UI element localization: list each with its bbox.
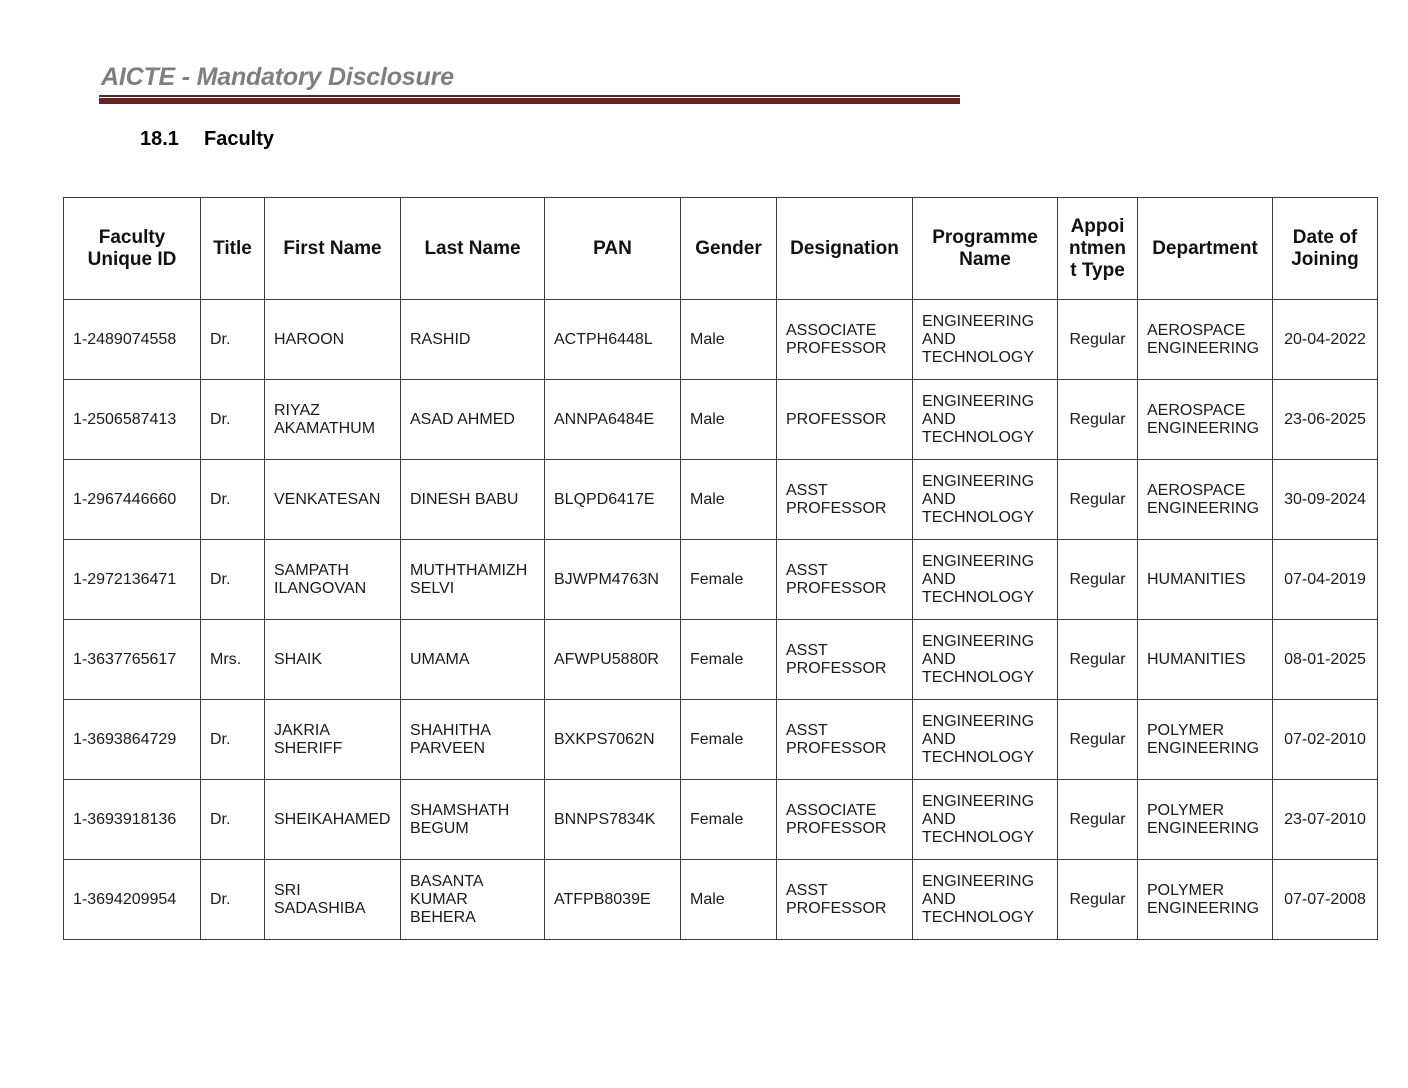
cell-text: AND [922,650,956,668]
column-header-text: ntmen [1069,237,1126,259]
cell-text: HUMANITIES [1147,650,1246,668]
cell-text: AND [922,730,956,748]
column-header-text: Department [1152,237,1258,259]
cell-text: AEROSPACE [1147,481,1246,499]
cell-department [1138,780,1273,860]
cell-department [1138,700,1273,780]
cell-text: 1-2489074558 [73,330,177,348]
column-header-text: Name [959,248,1011,270]
cell-doj [1273,300,1378,380]
cell-text: TECHNOLOGY [922,348,1035,366]
cell-pan [545,780,681,860]
cell-doj [1273,620,1378,700]
cell-id [64,780,201,860]
cell-text: Regular [1069,490,1126,508]
cell-text: HAROON [274,330,345,348]
cell-text: ANNPA6484E [554,410,655,428]
cell-programme [913,380,1058,460]
cell-programme [913,300,1058,380]
cell-text: Dr. [210,330,231,348]
column-header-first-name [265,198,401,300]
cell-title [201,540,265,620]
cell-title [201,620,265,700]
cell-text: 1-2967446660 [73,490,177,508]
cell-text: ASST [786,641,828,659]
cell-text: KUMAR [410,890,468,908]
cell-id [64,620,201,700]
column-header-programme [913,198,1058,300]
header-rule-thin [99,95,960,97]
cell-text: TECHNOLOGY [922,908,1035,926]
cell-department [1138,300,1273,380]
cell-text: 1-3637765617 [73,650,177,668]
cell-text: SADASHIBA [274,899,366,917]
cell-text: BNNPS7834K [554,810,656,828]
cell-text: TECHNOLOGY [922,668,1035,686]
table-row [64,300,1378,380]
cell-text: TECHNOLOGY [922,748,1035,766]
cell-text: Female [690,730,744,748]
column-header-pan [545,198,681,300]
cell-text: ENGINEERING [1147,339,1260,357]
cell-text: DINESH BABU [410,490,519,508]
cell-text: Regular [1069,890,1126,908]
cell-pan [545,620,681,700]
cell-pan [545,300,681,380]
cell-text: 07-07-2008 [1284,890,1366,908]
cell-text: TECHNOLOGY [922,828,1035,846]
cell-text: AND [922,570,956,588]
cell-text: Dr. [210,730,231,748]
cell-doj [1273,460,1378,540]
cell-title [201,780,265,860]
cell-appointment [1058,460,1138,540]
cell-doj [1273,780,1378,860]
cell-text: BASANTA [410,872,484,890]
column-header-text: Last Name [424,237,521,259]
cell-text: ENGINEERING [1147,419,1260,437]
cell-gender [681,460,777,540]
cell-designation [777,780,913,860]
cell-appointment [1058,300,1138,380]
cell-department [1138,860,1273,940]
cell-text: 07-04-2019 [1284,570,1366,588]
cell-text: ENGINEERING [922,712,1035,730]
column-header-doj [1273,198,1378,300]
table-row [64,780,1378,860]
cell-text: Male [690,330,725,348]
cell-designation [777,300,913,380]
cell-text: AND [922,330,956,348]
cell-text: 23-07-2010 [1284,810,1366,828]
cell-appointment [1058,780,1138,860]
column-header-text: Appoi [1070,215,1125,237]
cell-text: BLQPD6417E [554,490,655,508]
cell-text: ASAD AHMED [410,410,515,428]
table-row [64,380,1378,460]
cell-programme [913,620,1058,700]
cell-text: ASST [786,881,828,899]
table-row [64,620,1378,700]
cell-text: UMAMA [410,650,470,668]
cell-text: BEGUM [410,819,469,837]
cell-text: SHAHITHA [410,721,491,739]
cell-title [201,860,265,940]
cell-text: POLYMER [1147,721,1225,739]
cell-programme [913,540,1058,620]
cell-text: POLYMER [1147,801,1225,819]
cell-programme [913,780,1058,860]
cell-doj [1273,700,1378,780]
cell-programme [913,460,1058,540]
column-header-text: Title [213,237,252,259]
cell-text: ENGINEERING [922,872,1035,890]
cell-last-name [401,860,545,940]
cell-first-name [265,860,401,940]
cell-text: SHAMSHATH [410,801,510,819]
table-body [64,300,1378,940]
cell-designation [777,540,913,620]
column-header-appointment [1058,198,1138,300]
cell-first-name [265,380,401,460]
cell-text: AEROSPACE [1147,321,1246,339]
cell-text: AND [922,410,956,428]
cell-title [201,700,265,780]
cell-text: Regular [1069,330,1126,348]
cell-text: ENGINEERING [922,312,1035,330]
cell-last-name [401,300,545,380]
cell-text: VENKATESAN [274,490,381,508]
cell-department [1138,620,1273,700]
table-row [64,540,1378,620]
cell-text: TECHNOLOGY [922,588,1035,606]
cell-text: ASSOCIATE [786,801,877,819]
cell-first-name [265,700,401,780]
cell-text: ASST [786,481,828,499]
column-header-title [201,198,265,300]
cell-appointment [1058,380,1138,460]
cell-gender [681,620,777,700]
cell-text: ENGINEERING [1147,499,1260,517]
cell-text: ENGINEERING [922,632,1035,650]
cell-text: SHAIK [274,650,323,668]
cell-text: ASST [786,561,828,579]
cell-title [201,380,265,460]
cell-text: PROFESSOR [786,659,887,677]
cell-text: 08-01-2025 [1284,650,1366,668]
cell-text: Regular [1069,650,1126,668]
cell-gender [681,380,777,460]
column-header-designation [777,198,913,300]
cell-pan [545,380,681,460]
cell-text: RASHID [410,330,471,348]
cell-text: ATFPB8039E [554,890,651,908]
cell-designation [777,860,913,940]
cell-text: ASST [786,721,828,739]
cell-appointment [1058,860,1138,940]
cell-text: Regular [1069,810,1126,828]
column-header-text: PAN [593,237,632,259]
cell-id [64,380,201,460]
cell-text: PROFESSOR [786,339,887,357]
cell-text: Dr. [210,890,231,908]
cell-text: ASSOCIATE [786,321,877,339]
cell-text: SHEIKAHAMED [274,810,391,828]
cell-id [64,700,201,780]
cell-text: MUTHTHAMIZH [410,561,528,579]
header-rule-thick [99,98,960,104]
cell-text: POLYMER [1147,881,1225,899]
cell-programme [913,860,1058,940]
section-number: 18.1 [140,128,179,150]
cell-doj [1273,380,1378,460]
cell-text: PROFESSOR [786,739,887,757]
cell-text: ENGINEERING [922,472,1035,490]
cell-text: ENGINEERING [1147,899,1260,917]
cell-text: SHERIFF [274,739,343,757]
cell-text: ENGINEERING [1147,819,1260,837]
cell-text: 1-3694209954 [73,890,177,908]
column-header-text: Programme [932,226,1038,248]
column-header-id [64,198,201,300]
cell-designation [777,460,913,540]
column-header-text: Designation [790,237,899,259]
cell-doj [1273,540,1378,620]
cell-first-name [265,460,401,540]
column-header-text: Date of [1292,226,1358,248]
cell-pan [545,860,681,940]
cell-text: AKAMATHUM [274,419,376,437]
cell-text: AEROSPACE [1147,401,1246,419]
cell-id [64,460,201,540]
column-header-last-name [401,198,545,300]
cell-text: PROFESSOR [786,410,887,428]
cell-text: 20-04-2022 [1284,330,1366,348]
cell-title [201,460,265,540]
cell-text: Female [690,650,744,668]
cell-text: PROFESSOR [786,499,887,517]
cell-text: Male [690,410,725,428]
cell-appointment [1058,540,1138,620]
cell-text: AFWPU5880R [554,650,659,668]
cell-gender [681,780,777,860]
cell-text: 1-3693864729 [73,730,177,748]
cell-text: AND [922,810,956,828]
cell-text: 1-2506587413 [73,410,177,428]
cell-text: TECHNOLOGY [922,428,1035,446]
cell-text: AND [922,890,956,908]
cell-gender [681,700,777,780]
cell-pan [545,540,681,620]
cell-id [64,300,201,380]
cell-text: 1-3693918136 [73,810,177,828]
cell-id [64,860,201,940]
cell-text: Female [690,570,744,588]
cell-gender [681,300,777,380]
section-heading [140,128,274,151]
column-header-text: Joining [1291,248,1359,270]
cell-text: AND [922,490,956,508]
cell-text: Regular [1069,410,1126,428]
cell-text: HUMANITIES [1147,570,1246,588]
cell-gender [681,540,777,620]
cell-gender [681,860,777,940]
cell-text: Dr. [210,490,231,508]
cell-text: 1-2972136471 [73,570,177,588]
column-header-text: Faculty [98,226,166,248]
cell-text: BEHERA [410,908,476,926]
cell-first-name [265,780,401,860]
cell-text: ENGINEERING [1147,739,1260,757]
cell-appointment [1058,700,1138,780]
cell-pan [545,700,681,780]
cell-text: Mrs. [210,650,242,668]
cell-title [201,300,265,380]
cell-text: RIYAZ [274,401,320,419]
faculty-table [63,197,1378,940]
cell-last-name [401,700,545,780]
cell-text: Regular [1069,570,1126,588]
column-header-text: t Type [1070,259,1125,281]
cell-text: ENGINEERING [922,552,1035,570]
cell-last-name [401,380,545,460]
cell-text: Regular [1069,730,1126,748]
cell-programme [913,700,1058,780]
column-header-department [1138,198,1273,300]
cell-text: ILANGOVAN [274,579,367,597]
cell-doj [1273,860,1378,940]
cell-designation [777,700,913,780]
column-header-text: Unique ID [87,248,177,270]
cell-text: PROFESSOR [786,899,887,917]
cell-text: SELVI [410,579,455,597]
cell-department [1138,380,1273,460]
cell-last-name [401,620,545,700]
cell-text: 30-09-2024 [1284,490,1366,508]
cell-text: BXKPS7062N [554,730,655,748]
cell-text: SRI [274,881,301,899]
column-header-text: Gender [695,237,762,259]
cell-text: BJWPM4763N [554,570,659,588]
cell-department [1138,460,1273,540]
cell-id [64,540,201,620]
cell-text: TECHNOLOGY [922,508,1035,526]
cell-text: 23-06-2025 [1284,410,1366,428]
cell-last-name [401,540,545,620]
table-row [64,700,1378,780]
column-header-gender [681,198,777,300]
cell-department [1138,540,1273,620]
column-header-text: First Name [283,237,382,259]
table-row [64,460,1378,540]
section-title: Faculty [204,128,275,150]
cell-text: PROFESSOR [786,819,887,837]
cell-designation [777,380,913,460]
cell-text: ENGINEERING [922,392,1035,410]
cell-text: Male [690,490,725,508]
cell-appointment [1058,620,1138,700]
cell-text: JAKRIA [274,721,331,739]
cell-first-name [265,300,401,380]
table-row [64,860,1378,940]
cell-text: Female [690,810,744,828]
cell-text: ACTPH6448L [554,330,653,348]
cell-text: PROFESSOR [786,579,887,597]
cell-last-name [401,460,545,540]
cell-text: 07-02-2010 [1284,730,1366,748]
cell-text: ENGINEERING [922,792,1035,810]
cell-text: Male [690,890,725,908]
document-header-title: AICTE - Mandatory Disclosure [101,63,454,91]
cell-text: PARVEEN [410,739,485,757]
cell-designation [777,620,913,700]
cell-first-name [265,540,401,620]
cell-last-name [401,780,545,860]
cell-text: SAMPATH [274,561,349,579]
cell-text: Dr. [210,570,231,588]
cell-pan [545,460,681,540]
cell-text: Dr. [210,810,231,828]
cell-text: Dr. [210,410,231,428]
cell-first-name [265,620,401,700]
table-header-row [64,198,1378,300]
